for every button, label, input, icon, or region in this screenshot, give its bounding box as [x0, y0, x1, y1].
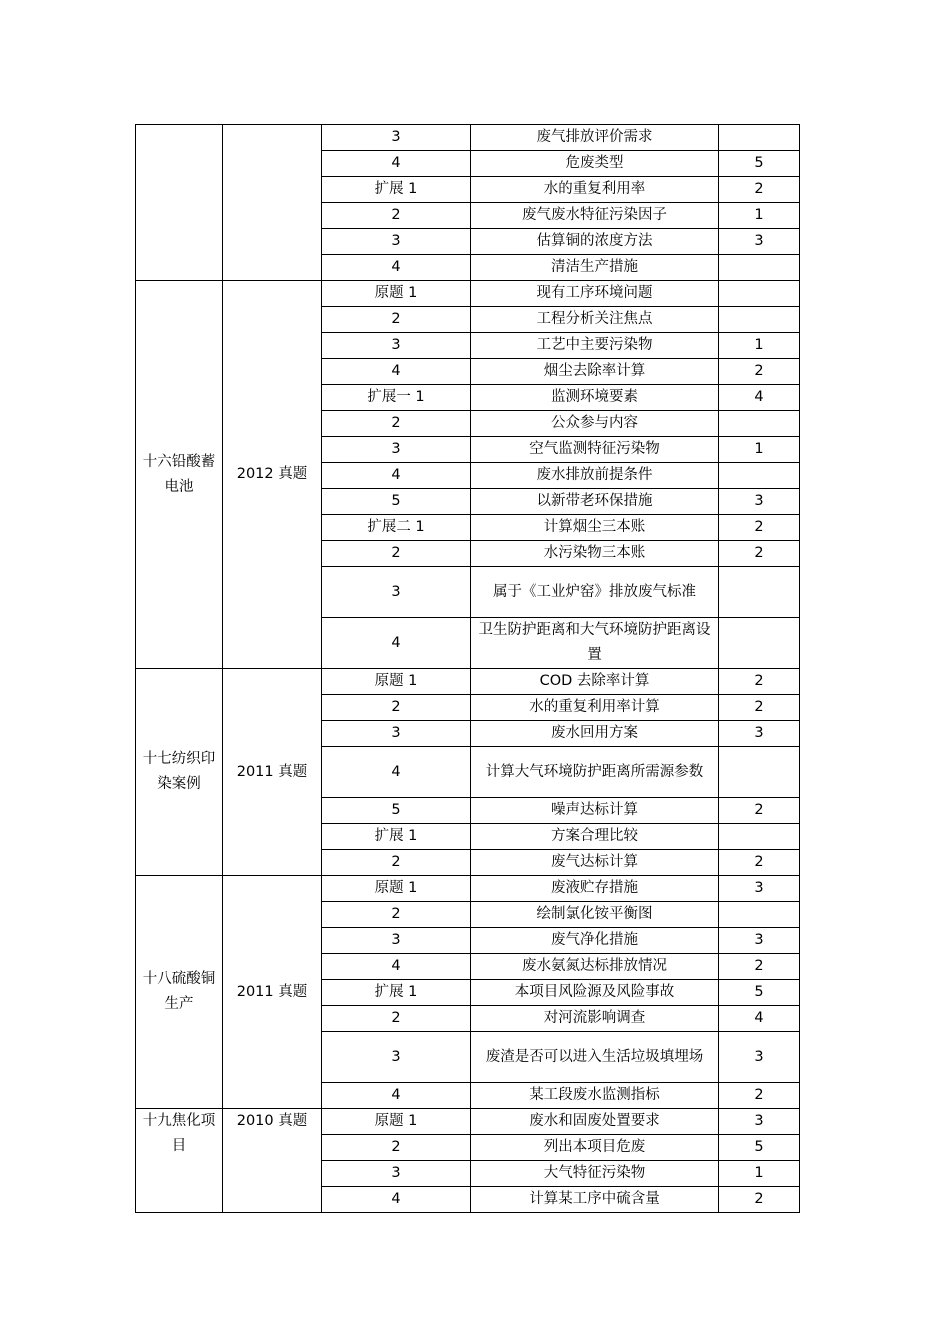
- question-topic-cell: 废气排放评价需求: [471, 125, 719, 151]
- question-number-cell: 4: [322, 463, 471, 489]
- question-topic-cell: 废水和固废处置要求: [471, 1109, 719, 1135]
- question-topic-cell: 属于《工业炉窑》排放废气标准: [471, 567, 719, 618]
- score-cell: 4: [719, 1006, 800, 1032]
- question-topic-cell: 水的重复利用率计算: [471, 695, 719, 721]
- score-cell: [719, 281, 800, 307]
- question-number-cell: 原题 1: [322, 876, 471, 902]
- score-cell: 2: [719, 669, 800, 695]
- exam-year-cell: 2011 真题: [223, 669, 322, 876]
- exam-topic-table: [135, 124, 800, 1213]
- question-number-cell: 2: [322, 902, 471, 928]
- question-number-cell: 4: [322, 954, 471, 980]
- question-topic-cell: 废液贮存措施: [471, 876, 719, 902]
- question-number-cell: 2: [322, 850, 471, 876]
- question-topic-cell: 水污染物三本账: [471, 541, 719, 567]
- score-cell: 3: [719, 229, 800, 255]
- score-cell: 1: [719, 1161, 800, 1187]
- score-cell: [719, 902, 800, 928]
- score-cell: 1: [719, 437, 800, 463]
- case-name-cell: 十六铅酸蓄电池: [136, 281, 223, 669]
- score-cell: 2: [719, 541, 800, 567]
- table-body: [136, 125, 800, 1213]
- question-number-cell: 3: [322, 567, 471, 618]
- question-topic-cell: 烟尘去除率计算: [471, 359, 719, 385]
- score-cell: [719, 255, 800, 281]
- score-cell: 2: [719, 798, 800, 824]
- question-topic-cell: 以新带老环保措施: [471, 489, 719, 515]
- table-row: [136, 1109, 800, 1135]
- score-cell: 2: [719, 515, 800, 541]
- question-topic-cell: 废水氨氮达标排放情况: [471, 954, 719, 980]
- question-number-cell: 扩展 1: [322, 177, 471, 203]
- question-topic-cell: 废水排放前提条件: [471, 463, 719, 489]
- question-number-cell: 扩展二 1: [322, 515, 471, 541]
- question-number-cell: 2: [322, 541, 471, 567]
- question-topic-cell: COD 去除率计算: [471, 669, 719, 695]
- question-topic-cell: 废气废水特征污染因子: [471, 203, 719, 229]
- question-number-cell: 3: [322, 1161, 471, 1187]
- question-number-cell: 原题 1: [322, 1109, 471, 1135]
- score-cell: [719, 411, 800, 437]
- score-cell: 2: [719, 954, 800, 980]
- exam-year-cell: 2011 真题: [223, 876, 322, 1109]
- question-number-cell: 3: [322, 721, 471, 747]
- question-number-cell: 2: [322, 695, 471, 721]
- question-number-cell: 扩展一 1: [322, 385, 471, 411]
- question-topic-cell: 公众参与内容: [471, 411, 719, 437]
- question-number-cell: 2: [322, 203, 471, 229]
- question-topic-cell: 工程分析关注焦点: [471, 307, 719, 333]
- question-topic-cell: 列出本项目危废: [471, 1135, 719, 1161]
- score-cell: 5: [719, 1135, 800, 1161]
- exam-year-cell: [223, 125, 322, 281]
- question-number-cell: 4: [322, 151, 471, 177]
- exam-year-cell: 2012 真题: [223, 281, 322, 669]
- score-cell: 5: [719, 980, 800, 1006]
- score-cell: [719, 125, 800, 151]
- score-cell: [719, 567, 800, 618]
- question-topic-cell: 空气监测特征污染物: [471, 437, 719, 463]
- question-number-cell: 3: [322, 333, 471, 359]
- case-name-cell: [136, 125, 223, 281]
- question-number-cell: 原题 1: [322, 281, 471, 307]
- question-topic-cell: 对河流影响调查: [471, 1006, 719, 1032]
- question-number-cell: 3: [322, 437, 471, 463]
- question-topic-cell: 卫生防护距离和大气环境防护距离设置: [471, 618, 719, 669]
- question-topic-cell: 废水回用方案: [471, 721, 719, 747]
- question-topic-cell: 清洁生产措施: [471, 255, 719, 281]
- score-cell: 2: [719, 1083, 800, 1109]
- case-name-cell: 十七纺织印染案例: [136, 669, 223, 876]
- table-row: [136, 876, 800, 902]
- score-cell: 1: [719, 203, 800, 229]
- question-topic-cell: 工艺中主要污染物: [471, 333, 719, 359]
- question-topic-cell: 计算某工序中硫含量: [471, 1187, 719, 1213]
- question-topic-cell: 废气达标计算: [471, 850, 719, 876]
- score-cell: [719, 618, 800, 669]
- question-number-cell: 3: [322, 928, 471, 954]
- exam-year-cell: 2010 真题: [223, 1109, 322, 1213]
- table-row: [136, 125, 800, 151]
- score-cell: 3: [719, 489, 800, 515]
- question-topic-cell: 计算烟尘三本账: [471, 515, 719, 541]
- question-number-cell: 2: [322, 1006, 471, 1032]
- question-topic-cell: 废渣是否可以进入生活垃圾填埋场: [471, 1032, 719, 1083]
- score-cell: [719, 824, 800, 850]
- question-number-cell: 4: [322, 1083, 471, 1109]
- question-number-cell: 2: [322, 307, 471, 333]
- question-topic-cell: 危废类型: [471, 151, 719, 177]
- question-number-cell: 3: [322, 1032, 471, 1083]
- table-row: [136, 281, 800, 307]
- question-number-cell: 扩展 1: [322, 824, 471, 850]
- question-number-cell: 2: [322, 1135, 471, 1161]
- question-topic-cell: 废气净化措施: [471, 928, 719, 954]
- score-cell: 1: [719, 333, 800, 359]
- score-cell: [719, 463, 800, 489]
- question-number-cell: 4: [322, 1187, 471, 1213]
- question-number-cell: 4: [322, 747, 471, 798]
- score-cell: 2: [719, 695, 800, 721]
- question-number-cell: 5: [322, 798, 471, 824]
- question-number-cell: 2: [322, 411, 471, 437]
- question-number-cell: 原题 1: [322, 669, 471, 695]
- case-name-cell: 十九焦化项目: [136, 1109, 223, 1213]
- score-cell: 3: [719, 1032, 800, 1083]
- score-cell: 5: [719, 151, 800, 177]
- question-number-cell: 4: [322, 618, 471, 669]
- question-number-cell: 3: [322, 125, 471, 151]
- question-topic-cell: 监测环境要素: [471, 385, 719, 411]
- case-name-cell: 十八硫酸铜生产: [136, 876, 223, 1109]
- question-topic-cell: 本项目风险源及风险事故: [471, 980, 719, 1006]
- question-topic-cell: 计算大气环境防护距离所需源参数: [471, 747, 719, 798]
- score-cell: 3: [719, 721, 800, 747]
- question-number-cell: 4: [322, 359, 471, 385]
- score-cell: 4: [719, 385, 800, 411]
- score-cell: 2: [719, 359, 800, 385]
- score-cell: [719, 307, 800, 333]
- score-cell: 3: [719, 928, 800, 954]
- score-cell: 3: [719, 876, 800, 902]
- question-topic-cell: 绘制氯化铵平衡图: [471, 902, 719, 928]
- question-topic-cell: 估算铜的浓度方法: [471, 229, 719, 255]
- question-topic-cell: 现有工序环境问题: [471, 281, 719, 307]
- score-cell: 2: [719, 177, 800, 203]
- question-number-cell: 5: [322, 489, 471, 515]
- question-number-cell: 4: [322, 255, 471, 281]
- score-cell: [719, 747, 800, 798]
- question-topic-cell: 水的重复利用率: [471, 177, 719, 203]
- table-row: [136, 669, 800, 695]
- question-topic-cell: 某工段废水监测指标: [471, 1083, 719, 1109]
- question-topic-cell: 方案合理比较: [471, 824, 719, 850]
- question-number-cell: 扩展 1: [322, 980, 471, 1006]
- score-cell: 3: [719, 1109, 800, 1135]
- question-topic-cell: 噪声达标计算: [471, 798, 719, 824]
- score-cell: 2: [719, 1187, 800, 1213]
- question-topic-cell: 大气特征污染物: [471, 1161, 719, 1187]
- question-number-cell: 3: [322, 229, 471, 255]
- score-cell: 2: [719, 850, 800, 876]
